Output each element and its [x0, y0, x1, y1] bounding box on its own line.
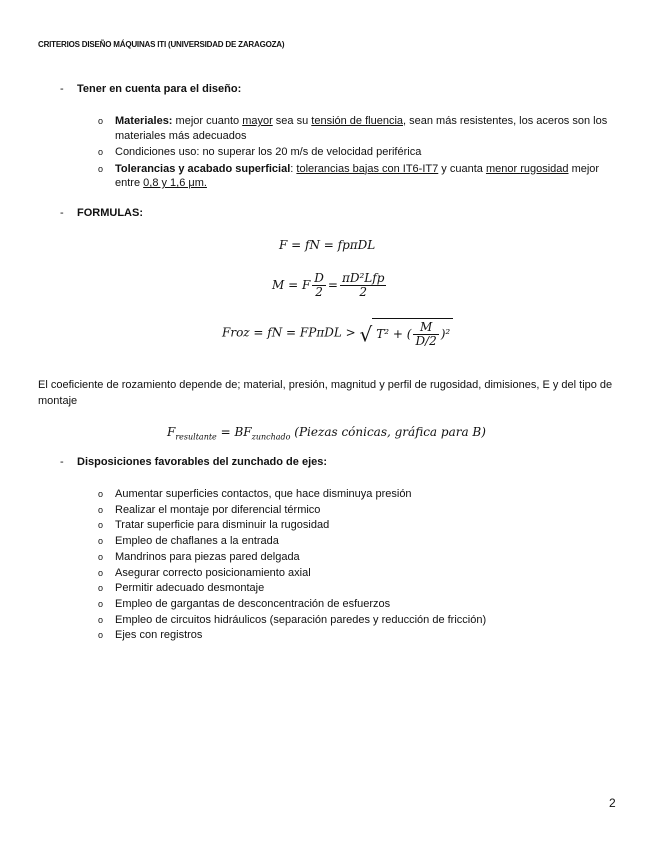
- section-design-heading: [60, 83, 241, 95]
- formula-text: )²: [440, 327, 451, 341]
- item-label: Tolerancias y acabado superficial: [115, 162, 291, 175]
- fraction-numerator: πD²Lfp: [341, 271, 385, 285]
- dash-bullet: -: [60, 83, 64, 95]
- list-item: [98, 613, 608, 629]
- radical-sign-icon: √: [359, 322, 373, 347]
- item-text: Asegurar correcto posicionamiento axial: [115, 566, 311, 579]
- list-item: [98, 550, 608, 566]
- fraction-denominator: 2: [315, 285, 323, 299]
- list-item: [98, 114, 608, 143]
- underlined-text: menor rugosidad: [485, 162, 569, 175]
- item-text: :: [290, 162, 297, 175]
- formula-torque: [272, 272, 388, 299]
- formula-resultant-force: [167, 425, 486, 441]
- dash-bullet: -: [60, 207, 64, 219]
- formula-text: M = F: [272, 278, 311, 292]
- circle-bullet: o: [98, 630, 104, 641]
- circle-bullet: o: [98, 520, 104, 531]
- circle-bullet: o: [98, 583, 104, 594]
- section-formulas-heading: [60, 207, 143, 219]
- item-text: Tratar superficie para disminuir la rugosidad: [115, 519, 330, 532]
- square-root: [360, 318, 454, 348]
- list-item: [98, 566, 608, 582]
- section-shrink-fit-heading: [60, 456, 327, 468]
- item-text: Mandrinos para piezas pared delgada: [115, 550, 300, 563]
- fraction-numerator: M: [413, 321, 438, 335]
- list-item: [98, 503, 608, 519]
- list-item: [98, 145, 608, 160]
- item-text: mejor entre: [115, 162, 600, 189]
- item-text: mejor cuanto: [172, 115, 243, 127]
- shrink-fit-list: [98, 487, 608, 644]
- circle-bullet: o: [98, 116, 104, 126]
- page-header: CRITERIOS DISEÑO MÁQUINAS ITI (UNIVERSIDAD DE ZARAGOZA): [38, 40, 285, 49]
- page-number: 2: [609, 796, 616, 810]
- circle-bullet: o: [98, 536, 104, 547]
- radicand: [372, 318, 453, 348]
- formula-text: F: [167, 425, 176, 439]
- item-text: Empleo de chaflanes a la entrada: [115, 535, 279, 548]
- item-text: Empleo de circuitos hidráulicos (separación paredes y reducción de fricción): [115, 613, 487, 626]
- formula-text: Froz = fN = FPπDL >: [222, 325, 356, 340]
- fraction: [340, 272, 386, 299]
- fraction-numerator: D: [314, 271, 324, 285]
- formula-text: =: [327, 278, 338, 292]
- friction-coefficient-paragraph: El coeficiente de rozamiento depende de; material, presión, magnitud y perfil de rugosidad, dimisiones, E y del tipo de montaje: [38, 379, 613, 407]
- formula-text: = BF: [216, 425, 252, 439]
- circle-bullet: o: [98, 147, 104, 157]
- list-item: [98, 162, 608, 191]
- section-title: Disposiciones favorables del zunchado de ejes:: [77, 456, 328, 468]
- item-text: Realizar el montaje por diferencial térmico: [115, 503, 321, 516]
- fraction-denominator: 2: [359, 285, 368, 299]
- formula-friction-force: F = fN = fpπDL: [279, 238, 376, 252]
- item-text: y cuanta: [438, 162, 486, 175]
- item-label: Materiales:: [115, 115, 173, 127]
- design-considerations-list: [98, 114, 608, 191]
- item-text: Ejes con registros: [115, 629, 203, 642]
- list-item: [98, 534, 608, 550]
- fraction: [312, 272, 326, 299]
- formula-friction-condition: [222, 318, 453, 348]
- subscript: zunchado: [251, 432, 291, 442]
- underlined-text: 0,8 y 1,6 μm.: [143, 177, 207, 189]
- list-item: [98, 597, 608, 613]
- circle-bullet: o: [98, 489, 104, 499]
- subscript: resultante: [175, 432, 217, 442]
- fraction-denominator: D/2: [415, 334, 437, 348]
- item-text: , sean más resistentes, los aceros son los materiales más adecuados: [115, 115, 608, 142]
- dash-bullet: -: [60, 456, 64, 468]
- list-item: [98, 487, 608, 503]
- item-text: Aumentar superficies contactos, que hace disminuya presión: [115, 488, 412, 500]
- section-title: FORMULAS:: [77, 207, 143, 219]
- list-item: [98, 581, 608, 597]
- fraction: [413, 321, 438, 348]
- underlined-text: mayor: [242, 115, 273, 127]
- circle-bullet: o: [98, 551, 104, 562]
- list-item: [98, 628, 608, 644]
- circle-bullet: o: [98, 163, 104, 174]
- section-title: Tener en cuenta para el diseño:: [77, 83, 242, 95]
- underlined-text: tolerancias bajas con IT6-IT7: [296, 162, 439, 175]
- circle-bullet: o: [98, 504, 104, 515]
- item-text: Permitir adecuado desmontaje: [115, 582, 265, 595]
- item-text: sea su: [272, 115, 312, 127]
- formula-text: T² + (: [376, 327, 412, 341]
- circle-bullet: o: [98, 567, 104, 578]
- item-text: Condiciones uso: no superar los 20 m/s de velocidad periférica: [115, 146, 422, 158]
- formula-note: (Piezas cónicas, gráfica para B): [290, 425, 486, 439]
- circle-bullet: o: [98, 598, 104, 609]
- list-item: [98, 518, 608, 534]
- item-text: Empleo de gargantas de desconcentración de esfuerzos: [115, 597, 391, 610]
- circle-bullet: o: [98, 614, 104, 625]
- underlined-text: tensión de fluencia: [311, 115, 404, 127]
